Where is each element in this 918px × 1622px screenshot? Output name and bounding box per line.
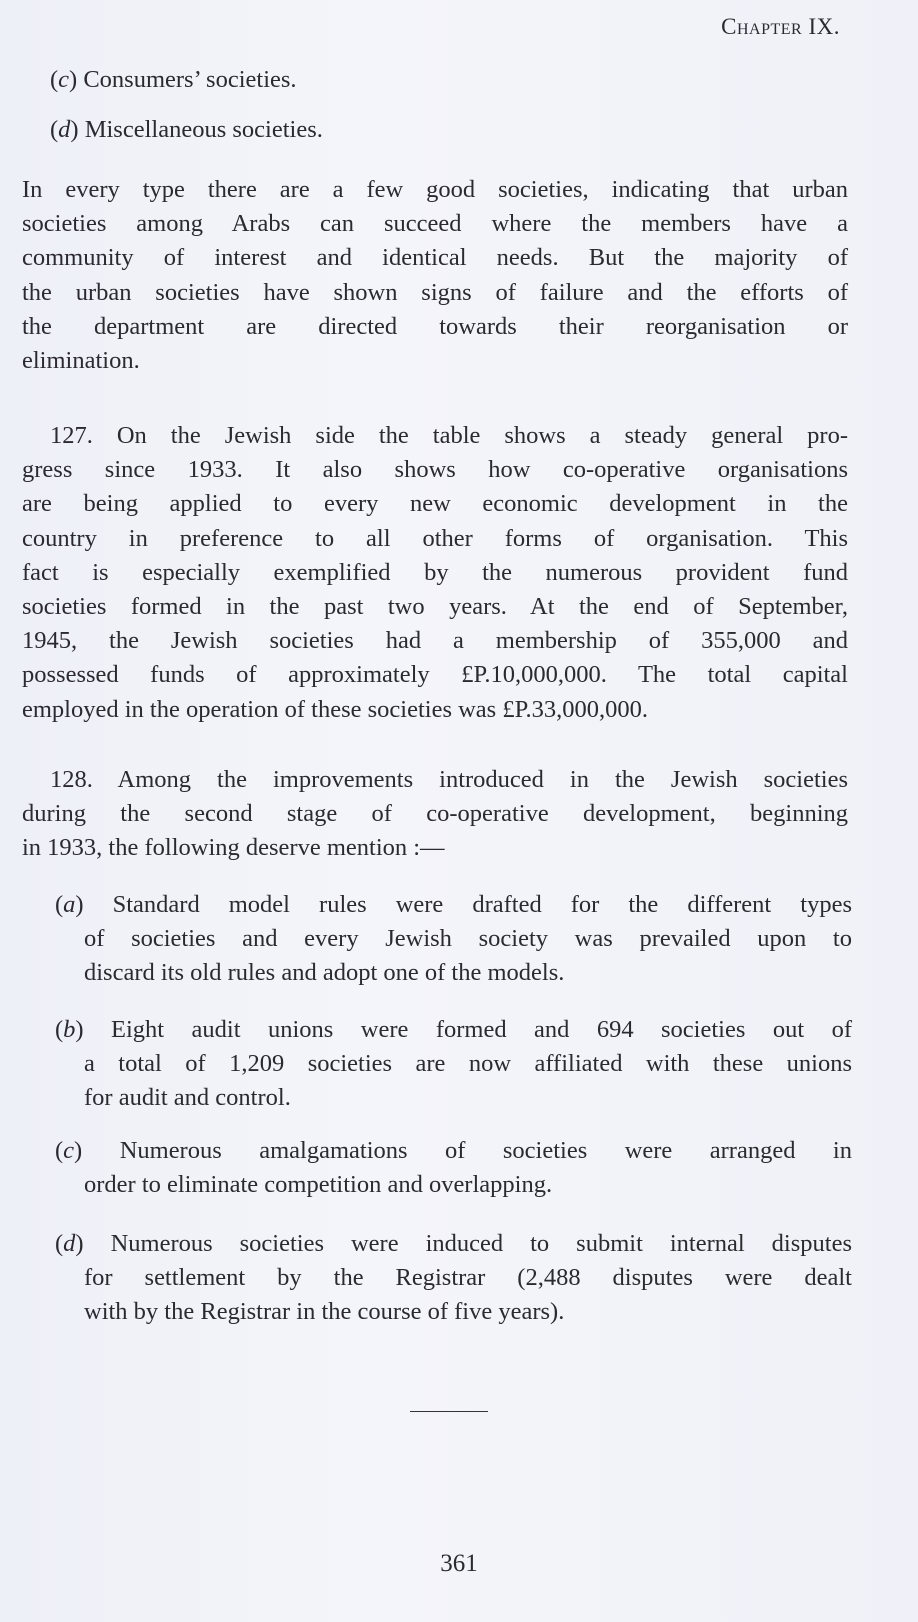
page-number: 361 (440, 1550, 478, 1577)
paragraph-line: the department are directed towards their reorganisation or (22, 312, 848, 340)
paragraph-line: societies among Arabs can succeed where the members have a (22, 210, 848, 238)
list-item-line: of societies and every Jewish society was prevailed upon to (84, 925, 852, 953)
paragraph-line: are being applied to every new economic development in the (22, 490, 848, 518)
list-item-line: (c) Numerous amalgamations of societies were arranged in (55, 1137, 852, 1164)
paragraph-line: community of interest and identical needs. But the majority of (22, 244, 848, 272)
paragraph-line: the urban societies have shown signs of failure and the efforts of (22, 278, 848, 306)
paragraph-line: 1945, the Jewish societies had a membership of 355,000 and (22, 627, 848, 655)
paragraph-line: country in preference to all other forms of organisation. This (22, 524, 848, 552)
section-divider (410, 1411, 488, 1412)
list-item-line: with by the Registrar in the course of five years). (84, 1298, 565, 1326)
list-item-line: order to eliminate competition and overlapping. (84, 1171, 553, 1199)
list-item: (c) Consumers’ societies. (50, 66, 297, 93)
item-label: c (58, 66, 70, 93)
item-label: b (63, 1016, 76, 1043)
paragraph-line: elimination. (22, 347, 140, 374)
paragraph-line: during the second stage of co-operative development, beginning (22, 800, 848, 828)
paragraph-line: fact is especially exemplified by the numerous provident fund (22, 558, 848, 586)
paragraph-line: 128. Among the improvements introduced in the Jewish societies (50, 766, 848, 793)
paragraph-line: possessed funds of approximately £P.10,000,000. The total capital (22, 661, 848, 689)
list-item-line: (d) Numerous societies were induced to submit internal disputes (55, 1230, 852, 1257)
list-item-line: discard its old rules and adopt one of the models. (84, 959, 565, 987)
list-item-line: a total of 1,209 societies are now affiliated with these unions (84, 1050, 852, 1078)
item-label: a (63, 891, 76, 918)
list-item-line: (b) Eight audit unions were formed and 694 societies out of (55, 1016, 852, 1043)
item-label: c (63, 1137, 75, 1164)
item-label: d (58, 116, 71, 143)
paragraph-line: in 1933, the following deserve mention :— (22, 834, 445, 862)
chapter-header: Chapter IX. (721, 14, 840, 39)
paragraph-line: societies formed in the past two years. At the end of September, (22, 593, 848, 620)
list-item-line: (a) Standard model rules were drafted for the different types (55, 891, 852, 918)
list-item: (d) Miscellaneous societies. (50, 116, 323, 143)
item-label: d (63, 1230, 76, 1257)
paragraph-line: gress since 1933. It also shows how co-operative organisations (22, 456, 848, 484)
list-item-line: for settlement by the Registrar (2,488 disputes were dealt (84, 1264, 852, 1292)
paragraph-line: employed in the operation of these societies was £P.33,000,000. (22, 695, 648, 723)
list-item-line: for audit and control. (84, 1084, 291, 1112)
paragraph-line: In every type there are a few good societies, indicating that urban (22, 176, 848, 203)
paragraph-line: 127. On the Jewish side the table shows a steady general pro- (50, 422, 848, 449)
